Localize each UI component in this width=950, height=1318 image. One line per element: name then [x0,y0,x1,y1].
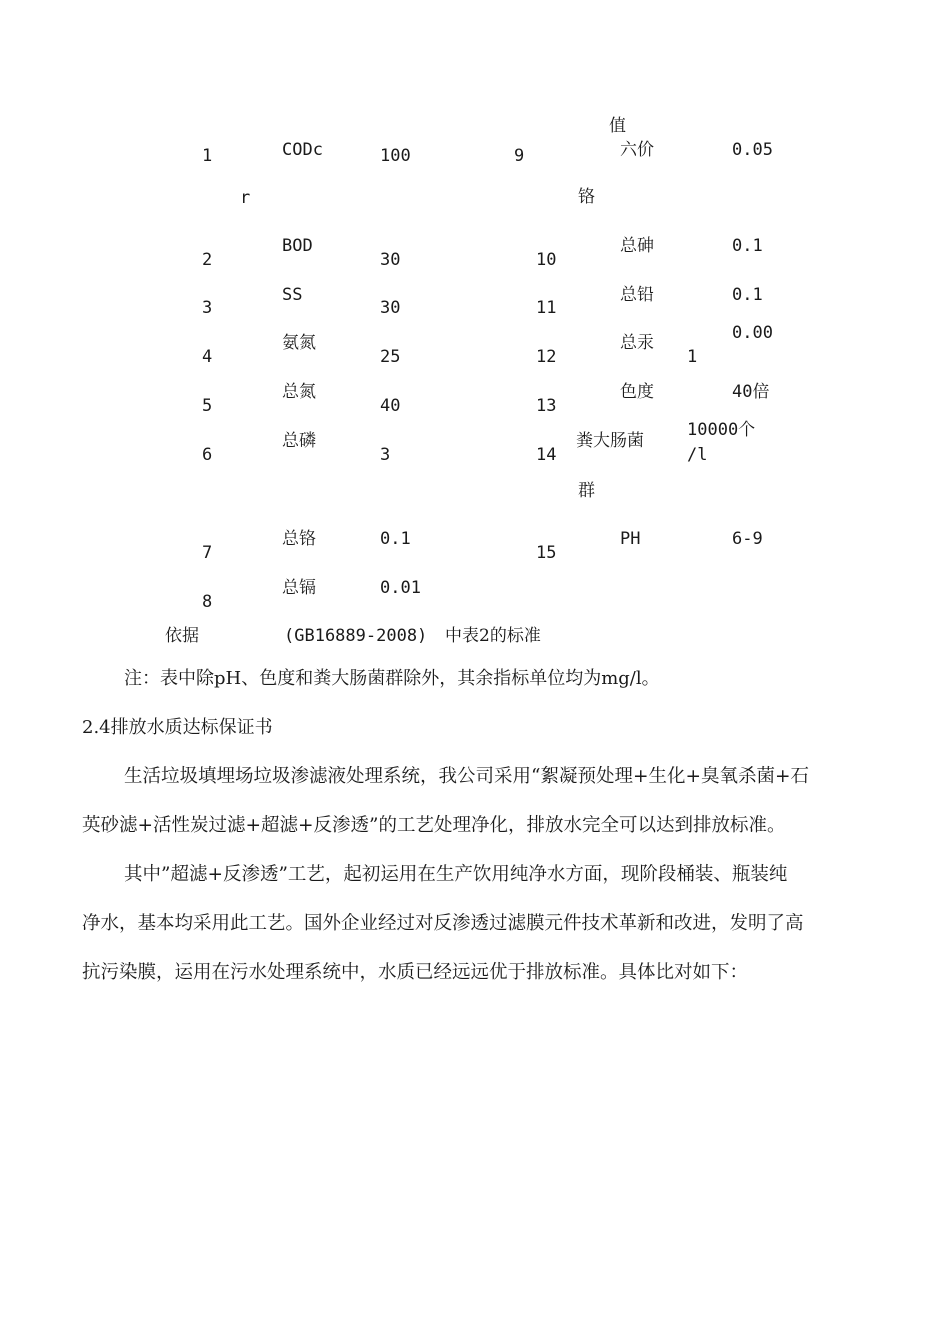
row-no: 2 [202,250,213,270]
limit-value-2: 10000个 [687,420,756,440]
pollutant-name-2: 总汞 [620,333,654,353]
header-tail: 值 [609,116,626,136]
paragraph-line: 其中”超滤+反渗透”工艺，起初运用在生产饮用纯净水方面，现阶段桶装、瓶装纯 [124,864,788,885]
limit-value: 100 [380,146,411,166]
pollutant-name-2-cont: 铬 [578,187,595,207]
pollutant-name-2: 粪大肠菌 [576,431,644,451]
limit-value-2: 0.1 [732,236,763,256]
limit-value-2: 40倍 [732,382,770,402]
limit-value: 0.01 [380,578,421,598]
pollutant-name: CODc [282,140,323,160]
limit-value: 40 [380,396,401,416]
basis-standard: (GB16889-2008) [284,626,428,646]
row-no-2: 13 [536,396,557,416]
basis-label: 依据 [165,626,199,646]
table-note: 注：表中除pH、色度和粪大肠菌群除外，其余指标单位均为mg/l。 [124,668,660,689]
row-no: 7 [202,543,213,563]
pollutant-name-2: 总铅 [620,285,654,305]
limit-value: 0.1 [380,529,411,549]
row-no: 5 [202,396,213,416]
row-no-2: 12 [536,347,557,367]
paragraph-line: 生活垃圾填埋场垃圾渗滤液处理系统，我公司采用“絮凝预处理+生化+臭氧杀菌+石 [124,766,809,787]
pollutant-name-2: PH [620,529,641,549]
limit-value-2-cont: 1 [687,347,698,367]
pollutant-name-2-cont: 群 [578,481,595,501]
pollutant-name: 总磷 [282,431,316,451]
pollutant-name: 氨氮 [282,333,316,353]
row-no: 6 [202,445,213,465]
row-no-2: 15 [536,543,557,563]
row-no: 3 [202,298,213,318]
pollutant-name-2: 六价 [620,140,654,160]
pollutant-name-cont: r [240,188,251,208]
basis-tail: 中表2的标准 [445,626,541,646]
pollutant-name: 总镉 [282,578,316,598]
limit-value: 3 [380,445,391,465]
pollutant-name-2: 总砷 [620,236,654,256]
pollutant-name-2: 色度 [620,382,654,402]
limit-value: 30 [380,250,401,270]
limit-value-2: 0.00 [732,323,773,343]
row-no-2: 9 [514,146,525,166]
pollutant-name: BOD [282,236,313,256]
pollutant-name: SS [282,285,303,305]
section-heading: 2.4排放水质达标保证书 [82,717,273,738]
row-no: 1 [202,146,213,166]
paragraph-line: 净水，基本均采用此工艺。国外企业经过对反渗透过滤膜元件技术革新和改进，发明了高 [82,913,804,934]
limit-value-2: 0.1 [732,285,763,305]
limit-value-2: 6-9 [732,529,763,549]
row-no-2: 11 [536,298,557,318]
paragraph-line: 英砂滤+活性炭过滤+超滤+反渗透”的工艺处理净化，排放水完全可以达到排放标准。 [82,815,786,836]
row-no: 8 [202,592,213,612]
limit-value-2: 0.05 [732,140,773,160]
limit-value-2-cont: /l [687,445,708,465]
limit-value: 25 [380,347,401,367]
row-no-2: 14 [536,445,557,465]
row-no: 4 [202,347,213,367]
pollutant-name: 总铬 [282,529,316,549]
pollutant-name: 总氮 [282,382,316,402]
row-no-2: 10 [536,250,557,270]
limit-value: 30 [380,298,401,318]
paragraph-line: 抗污染膜，运用在污水处理系统中，水质已经远远优于排放标准。具体比对如下： [82,962,749,983]
